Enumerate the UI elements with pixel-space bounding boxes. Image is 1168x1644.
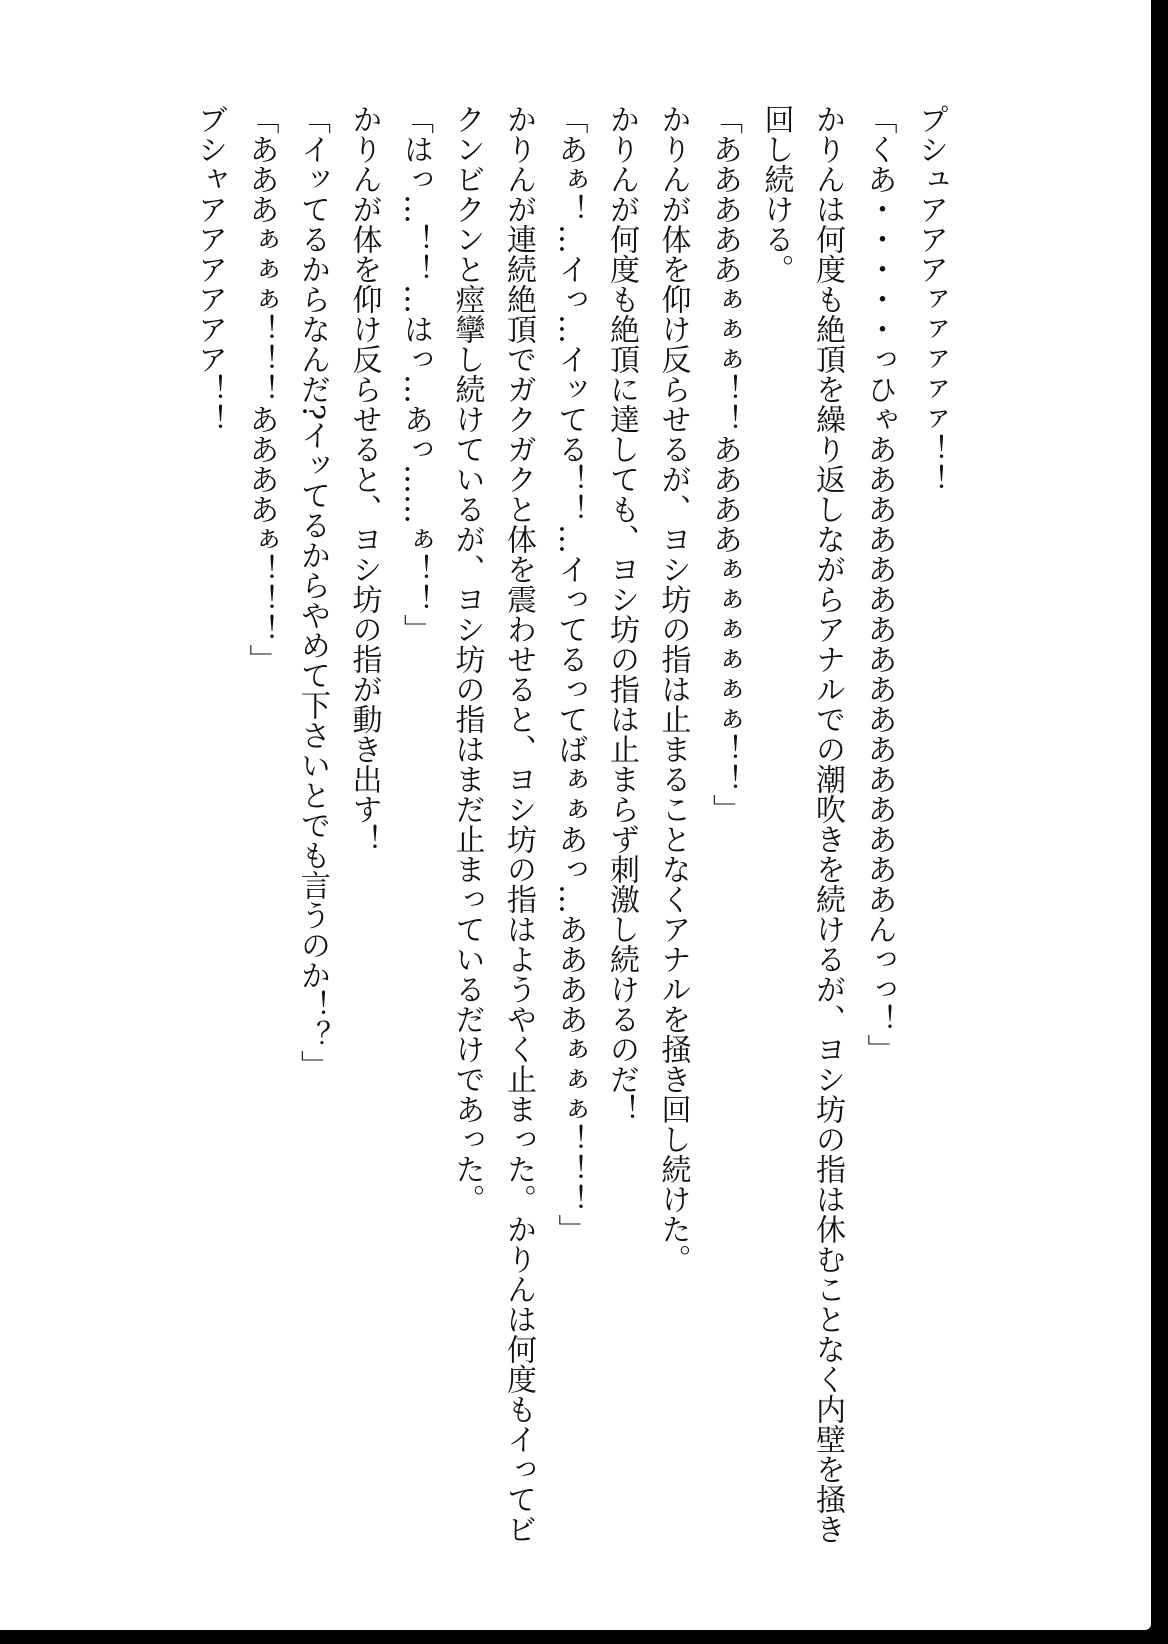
paragraph-11: 「イッてるからなんだ?イッてるからやめて下さいとでも言うのか！？」 [295,104,330,1081]
paragraph-3: かりんは何度も絶頂を繰り返しながらアナルでの潮吹きを続けるが、ヨシ坊の指は休むことなく内壁を掻き回し続ける。 [758,104,845,1544]
paragraph-10: かりんが体を仰け反らせると、ヨシ坊の指が動き出す！ [346,104,382,854]
paragraph-8: かりんが連続絶頂でガクガクと体を震わせると、ヨシ坊の指はようやく止まった。かりんは何度もイってビクンビクンと痙攣し続けているが、ヨシ坊の指はまだ止まっているだけであった。 [449,104,536,1544]
paragraph-7: 「あぁ！…イっ…イッてる！！…イってるってばぁぁあっ…ああああぁぁぁ！！！」 [552,104,588,1244]
paragraph-5: かりんが体を仰け反らせるが、ヨシ坊の指は止まることなくアナルを掻き回し続けた。 [655,104,691,1274]
paragraph-2: 「くあ・・・・・っひゃああああああああああああああああんっっ！」 [861,104,897,1064]
paragraph-6: かりんが何度も絶頂に達しても、ヨシ坊の指は止まらず刺激し続けるのだ！ [604,104,639,1124]
paragraph-13: ブシャアアアアアア！！ [192,104,227,434]
paragraph-4: 「あああああぁぁぁ！！ああああぁぁぁぁぁぁ！！」 [707,104,742,824]
paragraph-12: 「あああぁぁぁ！！！ああああぁ！！！」 [243,104,279,674]
paragraph-9: 「はっ…！！…はっ…あっ……ぁ！！」 [398,104,433,644]
vertical-text-body [184,104,957,1564]
paragraph-1: プシュアアアァァァァァ！！ [913,104,948,494]
